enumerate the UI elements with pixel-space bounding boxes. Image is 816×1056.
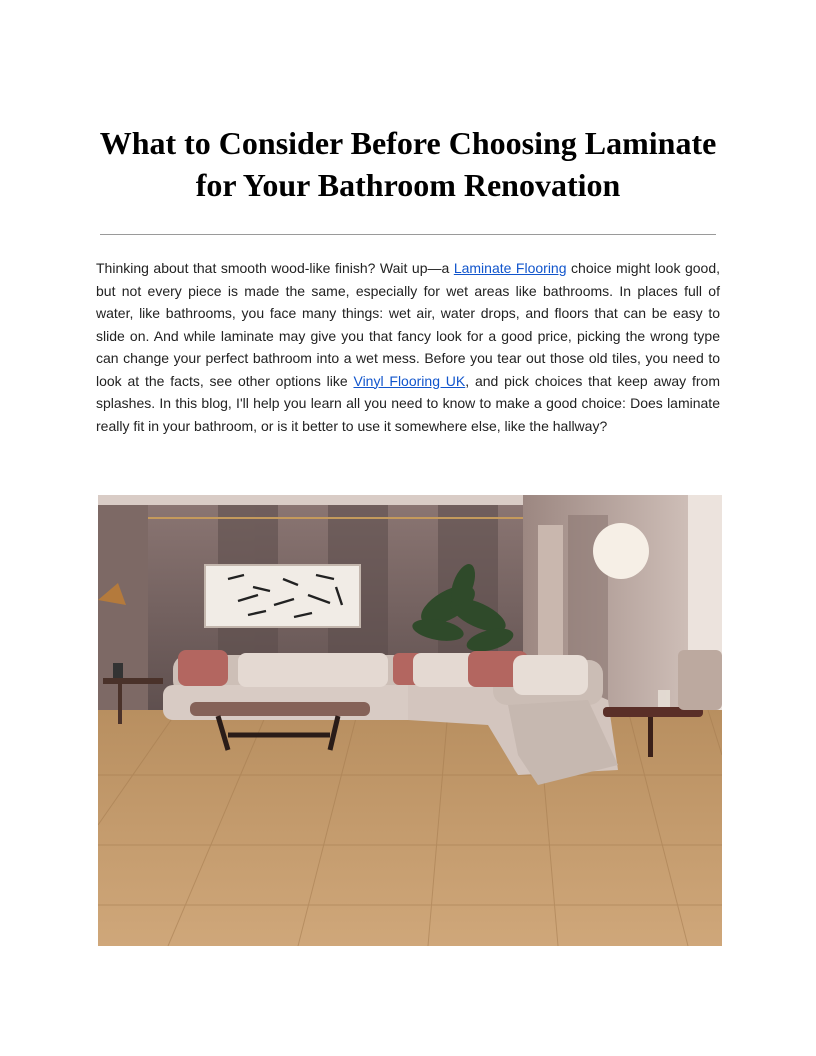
living-room-illustration — [98, 495, 722, 946]
title-line-1: What to Consider Before Choosing Laminate — [99, 125, 717, 161]
article-title — [80, 122, 736, 206]
intro-text-1: Thinking about that smooth wood-like finish? Wait up—a — [96, 260, 454, 276]
hero-image-living-room — [98, 495, 722, 946]
intro-paragraph — [96, 257, 720, 437]
intro-text-2: choice might look good, but not every piece is made the same, especially for wet areas like bathrooms. In places full of water, like bathrooms, you face many things: wet air, water drops, and floors that can be easy to slide on. And while laminate may give you that fancy look for a good price, picking the wrong type can change your perfect bathroom into a wet mess. Before you tear out those old tiles, you need to look at the facts, see other options like — [96, 260, 721, 389]
vinyl-flooring-uk-link[interactable]: Vinyl Flooring UK — [353, 372, 466, 389]
title-divider — [100, 234, 716, 235]
title-line-2: for Your Bathroom Renovation — [195, 167, 621, 203]
laminate-flooring-link[interactable]: Laminate Flooring — [453, 260, 567, 276]
intro-text-3: , and pick choices that keep away from splashes. In this blog, I'll help you learn all you need to know to make a good choice: Does laminate really fit in your bathroom, or is it better to use it somewhere else, like the hallway? — [96, 372, 721, 434]
